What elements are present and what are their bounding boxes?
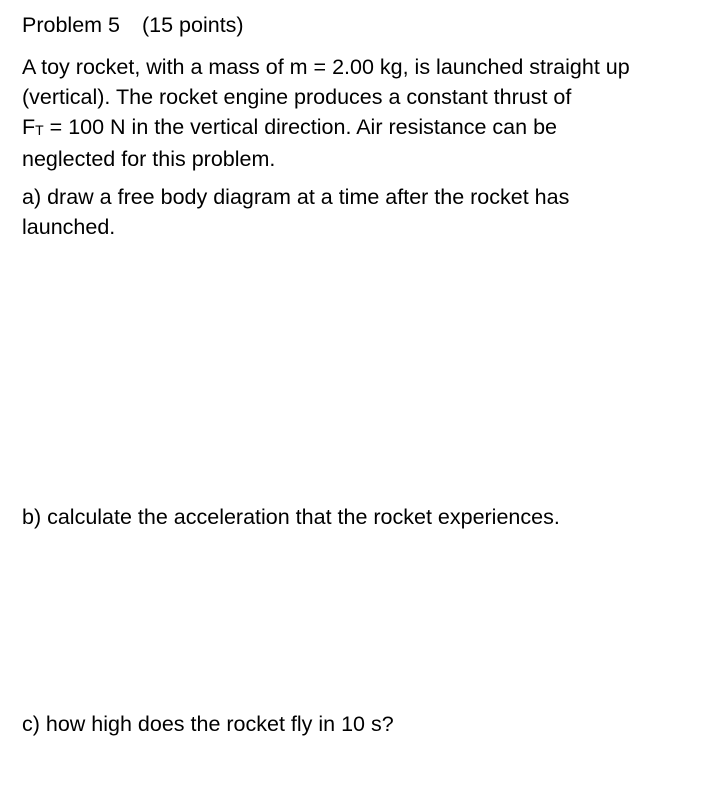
part-b-answer-space [22, 535, 712, 700]
part-b-question [22, 502, 712, 532]
part-a-question [22, 182, 712, 242]
thrust-value-text: = 100 N in the vertical direction. Air resistance can be [43, 115, 557, 139]
problem-title: Problem 5 [22, 13, 120, 37]
statement-line-2: (vertical). The rocket engine produces a constant thrust of [22, 85, 572, 109]
statement-line-1: A toy rocket, with a mass of m = 2.00 kg, is launched straight up [22, 55, 630, 79]
part-c-question [22, 709, 712, 739]
thrust-subscript: T [35, 122, 44, 138]
part-a-line-1: a) draw a free body diagram at a time after the rocket has [22, 185, 570, 209]
part-b-line: b) calculate the acceleration that the rocket experiences. [22, 505, 560, 529]
problem-points: (15 points) [142, 13, 244, 37]
statement-line-3 [22, 112, 712, 144]
problem-statement [22, 52, 712, 174]
part-a-line-2: launched. [22, 215, 116, 239]
part-c-answer-space [22, 742, 712, 792]
part-c-line: c) how high does the rocket fly in 10 s? [22, 712, 394, 736]
problem-heading [22, 10, 244, 40]
thrust-symbol: F [22, 115, 36, 139]
statement-line-4: neglected for this problem. [22, 147, 276, 171]
part-a-answer-space [22, 245, 712, 490]
